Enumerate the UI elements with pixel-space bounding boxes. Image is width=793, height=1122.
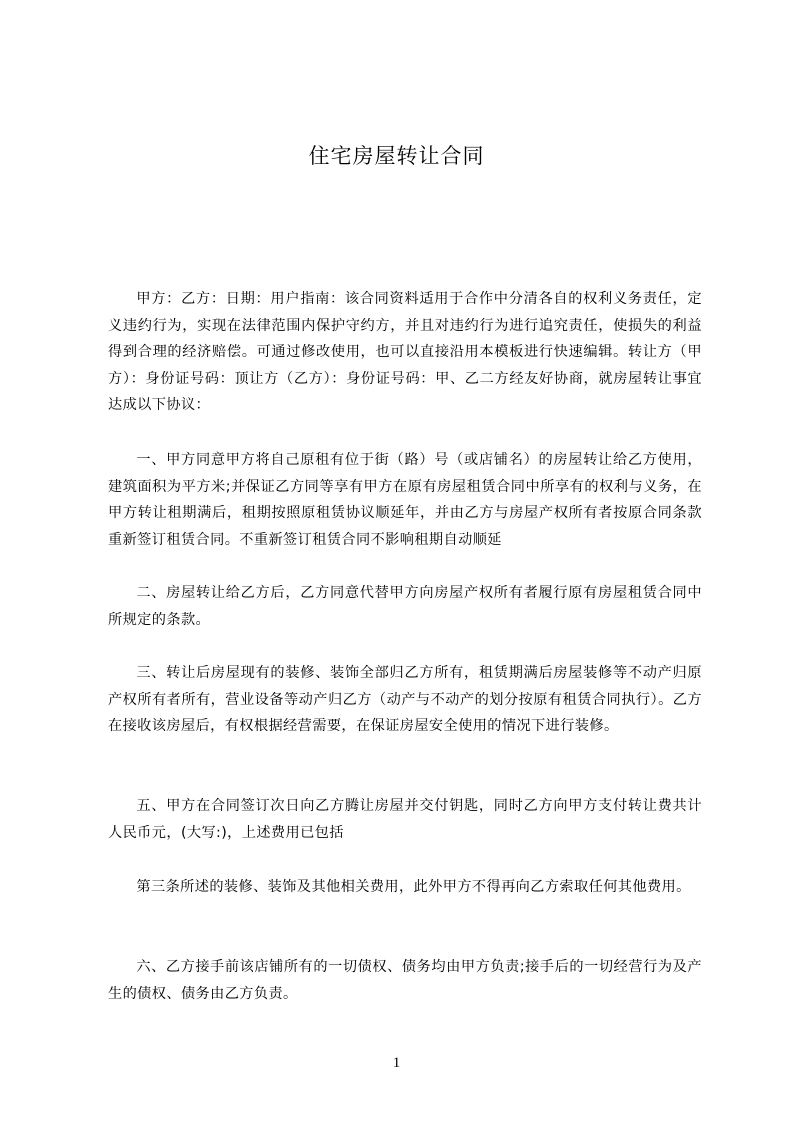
page-number: 1 bbox=[392, 1055, 401, 1071]
paragraph-clause-1: 一、甲方同意甲方将自己原租有位于街（路）号（或店铺名）的房屋转让给乙方使用，建筑面积为平方米;并保证乙方同等享有甲方在原有房屋租赁合同中所享有的权利与义务，在甲方转让租期满后，租期按照原租赁协议顺延年，并由乙方与房屋产权所有者按原合同条款重新签订租赁合同。不重新签订租赁合同不影响租期自动顺延 bbox=[108, 452, 702, 548]
paragraph-clause-6: 六、乙方接手前该店铺所有的一切债权、债务均由甲方负责;接手后的一切经营行为及产生的债权、债务由乙方负责。 bbox=[108, 959, 702, 1002]
paragraph-clause-2: 二、房屋转让给乙方后，乙方同意代替甲方向房屋产权所有者履行原有房屋租赁合同中所规定的条款。 bbox=[108, 585, 702, 628]
paragraph-clause-3: 三、转让后房屋现有的装修、装饰全部归乙方所有，租赁期满后房屋装修等不动产归原产权所有者所有，营业设备等动产归乙方（动产与不动产的划分按原有租赁合同执行）。乙方在接收该房屋后，有权根据经营需要，在保证房屋安全使用的情况下进行装修。 bbox=[108, 665, 702, 734]
paragraph-clause-5: 五、甲方在合同签订次日向乙方腾让房屋并交付钥匙，同时乙方向甲方支付转让费共计人民币元，(大写:)，上述费用已包括 bbox=[108, 798, 702, 841]
document-title: 住宅房屋转让合同 bbox=[308, 144, 485, 168]
paragraph-preamble: 甲方：乙方：日期：用户指南：该合同资料适用于合作中分清各自的权利义务责任，定义违约行为，实现在法律范围内保护守约方，并且对违约行为进行追究责任，使损失的利益得到合理的经济赔偿。可通过修改使用，也可以直接沿用本模板进行快速编辑。转让方（甲方）：身份证号码：顶让方（乙方）：身份证号码：甲、乙二方经友好协商，就房屋转让事宜达成以下协议： bbox=[108, 291, 702, 413]
paragraph-clause-5-continued: 第三条所述的装修、装饰及其他相关费用，此外甲方不得再向乙方索取任何其他费用。 bbox=[136, 879, 691, 895]
